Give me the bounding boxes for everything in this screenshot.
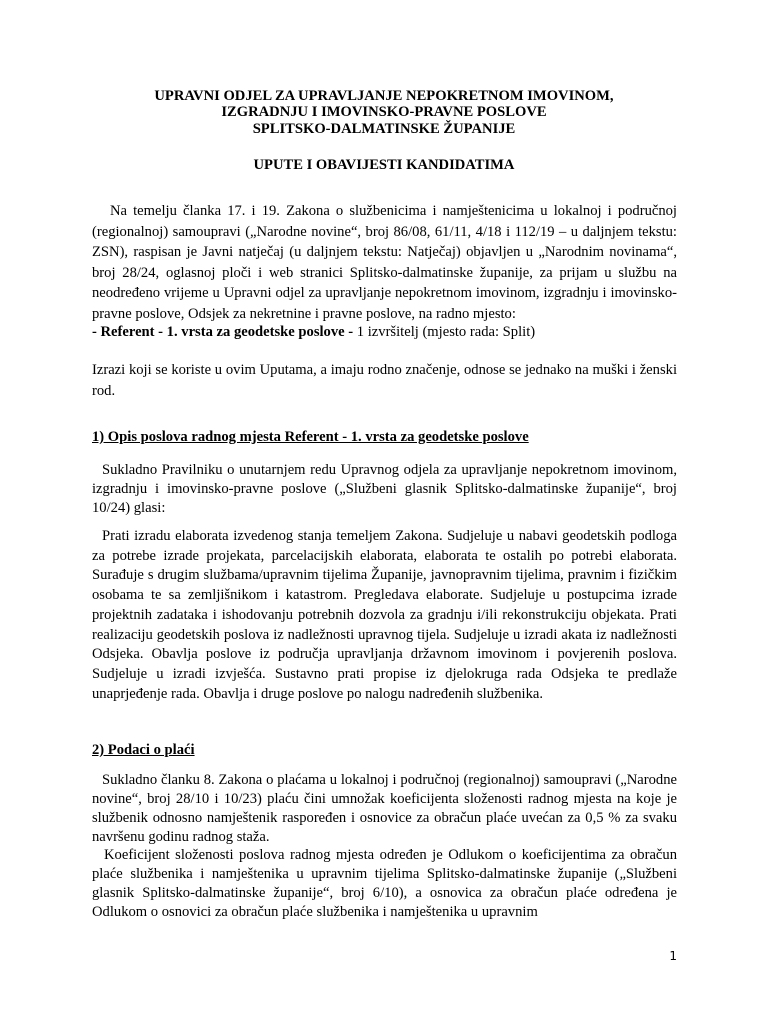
section-1-title: 1) Opis poslova radnog mjesta Referent - 1. vrsta za geodetske poslove (92, 429, 529, 445)
page-number: 1 (669, 949, 677, 963)
section-1-paragraph-1: Sukladno Pravilniku o unutarnjem redu Upravnog odjela za upravljanje nepokretnom imovinom, izgradnju i imovinsko-pravne poslove („Službeni glasnik Splitsko-dalmatinske županije“, broj 10/24) glasi: (92, 462, 677, 516)
header-line-1: UPRAVNI ODJEL ZA UPRAVLJANJE NEPOKRETNOM IMOVINOM, (154, 88, 614, 104)
job-position-line (92, 322, 677, 343)
header-line-2: IZGRADNJU I IMOVINSKO-PRAVNE POSLOVE (221, 104, 547, 120)
job-position-title: - Referent - 1. vrsta za geodetske poslove - (92, 324, 354, 340)
job-position-detail: 1 izvršitelj (mjesto rada: Split) (353, 324, 536, 340)
section-2-title: 2) Podaci o plaći (92, 742, 195, 758)
header-line-3: SPLITSKO-DALMATINSKE ŽUPANIJE (252, 121, 516, 137)
section-2-paragraph-1: Sukladno članku 8. Zakona o plaćama u lokalnoj i područnoj (regionalnoj) samoupravi („Narodne novine“, broj 28/10 i 10/23) plaću čini umnožak koeficijenta složenosti radnog mjesta na koje je službenik odnosno namještenik raspoređen i osnovice za obračun plaće uvećan za 0,5 % za svaku navršenu godinu radnog staža. (92, 772, 677, 845)
section-2-paragraph-2: Koeficijent složenosti poslova radnog mjesta određen je Odlukom o koeficijentima za obračun plaće službenika i namještenika u upravnim tijelima Splitsko-dalmatinske županije („Službeni glasnik Splitsko-dalmatinske županije“, broj 6/10), a osnovica za obračun plaće određena je Odlukom o osnovici za obračun plaće službenika i namještenika u upravnim (92, 847, 677, 920)
intro-paragraph: Na temelju članka 17. i 19. Zakona o službenicima i namještenicima u lokalnoj i područnoj (regionalnoj) samoupravi („Narodne novine“, broj 86/08, 61/11, 4/18 i 112/19 – u daljnjem tekstu: ZSN), raspisan je Javni natječaj (u daljnjem tekstu: Natječaj) objavljen u „Narodnim novinama“, broj 28/24, oglasnoj ploči i web stranici Splitsko-dalmatinske županije, za prijam u službu na neodređeno vrijeme u Upravni odjel za upravljanje nepokretnom imovinom, izgradnju i imovinsko-pravne poslove, Odsjek za nekretnine i pravne poslove, na radno mjesto: (92, 203, 677, 322)
gender-terms-note: Izrazi koji se koriste u ovim Uputama, a imaju rodno značenje, odnose se jednako na muški i ženski rod. (92, 362, 677, 399)
section-1-paragraph-2: Prati izradu elaborata izvedenog stanja temeljem Zakona. Sudjeluje u nabavi geodetskih podloga za potrebe izrade projekata, parcelacijskih elaborata, elaborata te ostalih po potrebi elaborata. Surađuje s drugim službama/upravnim tijelima Županije, javnopravnim tijelima, pravnim i fizičkim osobama te sa zemljišnikom i katastrom. Pregledava elaborate. Sudjeluje u postupcima izrade projektnih zadataka i ishodovanju potrebnih dozvola za gradnju i/ili rekonstrukciju objekata. Prati realizaciju geodetskih poslova iz nadležnosti upravnog tijela. Sudjeluje u izradi akata iz nadležnosti Odsjeka. Obavlja poslove iz područja upravljanja državnom imovinom i povjerenih poslova. Sudjeluje u izradi izvješća. Sustavno prati propise iz djelokruga rada Odsjeka te predlaže unaprjeđenje rada. Obavlja i druge poslove po nalogu nadređenih službenika. (92, 528, 677, 702)
document-subtitle: UPUTE I OBAVIJESTI KANDIDATIMA (253, 157, 515, 173)
